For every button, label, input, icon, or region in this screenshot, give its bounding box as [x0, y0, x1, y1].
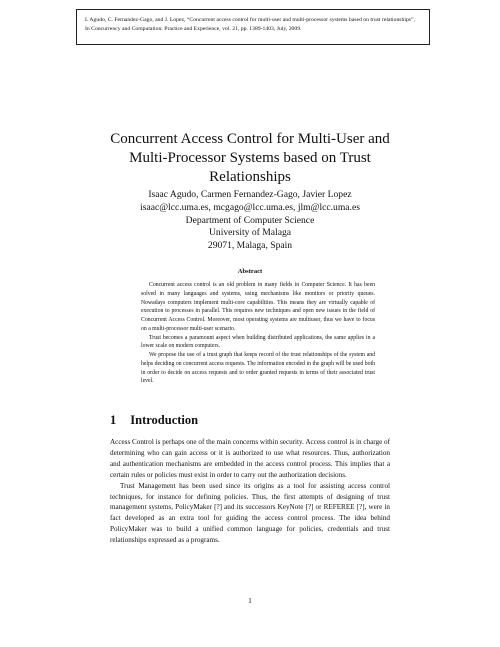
author-address: 29071, Malaga, Spain	[207, 240, 293, 252]
section-title: Introduction	[130, 413, 199, 427]
citation-text: I. Agudo, C. Fernandez-Gago, and J. Lopez, “Concurrent access control for multi-user and multi-processor systems based on trust relationships”, In Concurrency and Computation: Practice and Experience, vol. 21, pp. 1389-1403, July, 2009.	[85, 17, 415, 32]
author-university: University of Malaga	[208, 227, 292, 239]
section-body	[110, 437, 390, 546]
author-block	[90, 189, 410, 253]
section-heading	[110, 413, 198, 428]
abstract-paragraph: We propose the use of a trust graph that keeps record of the trust relationships of the system and helps deciding on concurrent access requests. The information encoded in the graph will be used both in order to decide on access requests and to order granted requests in terms of their associated trust level.	[141, 352, 375, 385]
author-department: Department of Computer Science	[185, 214, 315, 226]
section-number: 1	[110, 413, 117, 427]
author-emails: isaac@lcc.uma.es, mcgago@lcc.uma.es, jlm@lcc.uma.es	[140, 201, 360, 213]
abstract-paragraph: Trust becomes a paramount aspect when building distributed applications, the same applies in a lower scale on modern computers.	[141, 334, 375, 350]
page-number: 1	[248, 596, 252, 605]
citation-box	[76, 9, 430, 45]
abstract-paragraph: Concurrent access control is an old problem in many fields in Computer Science. It has been solved in many languages and systems, using mechanisms like monitors or priority queues. Nowadays computers implement multi-core capabilities. This means they are virtually capable of execution to processes in parallel. This requires new techniques and open new issues in the field of Concurrent Access Control. Moreover, most operating systems are multiuser, thus we have to focus on a multi-processor multi-user scenario.	[141, 282, 375, 332]
author-names: Isaac Agudo, Carmen Fernandez-Gago, Javier Lopez	[148, 189, 352, 200]
body-paragraph: Trust Management has been used since its origins as a tool for assisting access control techniques, for instance for defining policies. Thus, the first attempts of designing of trust management systems, PolicyMaker [?] and its successors KeyNote [?] or REFEREE [?], were in fact developed as an extra tool for guiding the access control process. The idea behind PolicyMaker was to build a unified common language for policies, credentials and trust relationships expressed as a programs.	[110, 481, 390, 545]
abstract-heading: Abstract	[237, 268, 263, 275]
paper-title: Concurrent Access Control for Multi-User and Multi-Processor Systems based on Trust Relationships	[110, 131, 390, 185]
abstract-body	[141, 281, 375, 386]
body-paragraph: Access Control is perhaps one of the main concerns within security. Access control is in charge of determining who can gain access or it is authorized to use what resources. Thus, authorization and authentication mechanisms are embedded in the access control process. This implies that a certain rules or policies must exist in order to carry out the authorization decisions.	[110, 438, 390, 479]
